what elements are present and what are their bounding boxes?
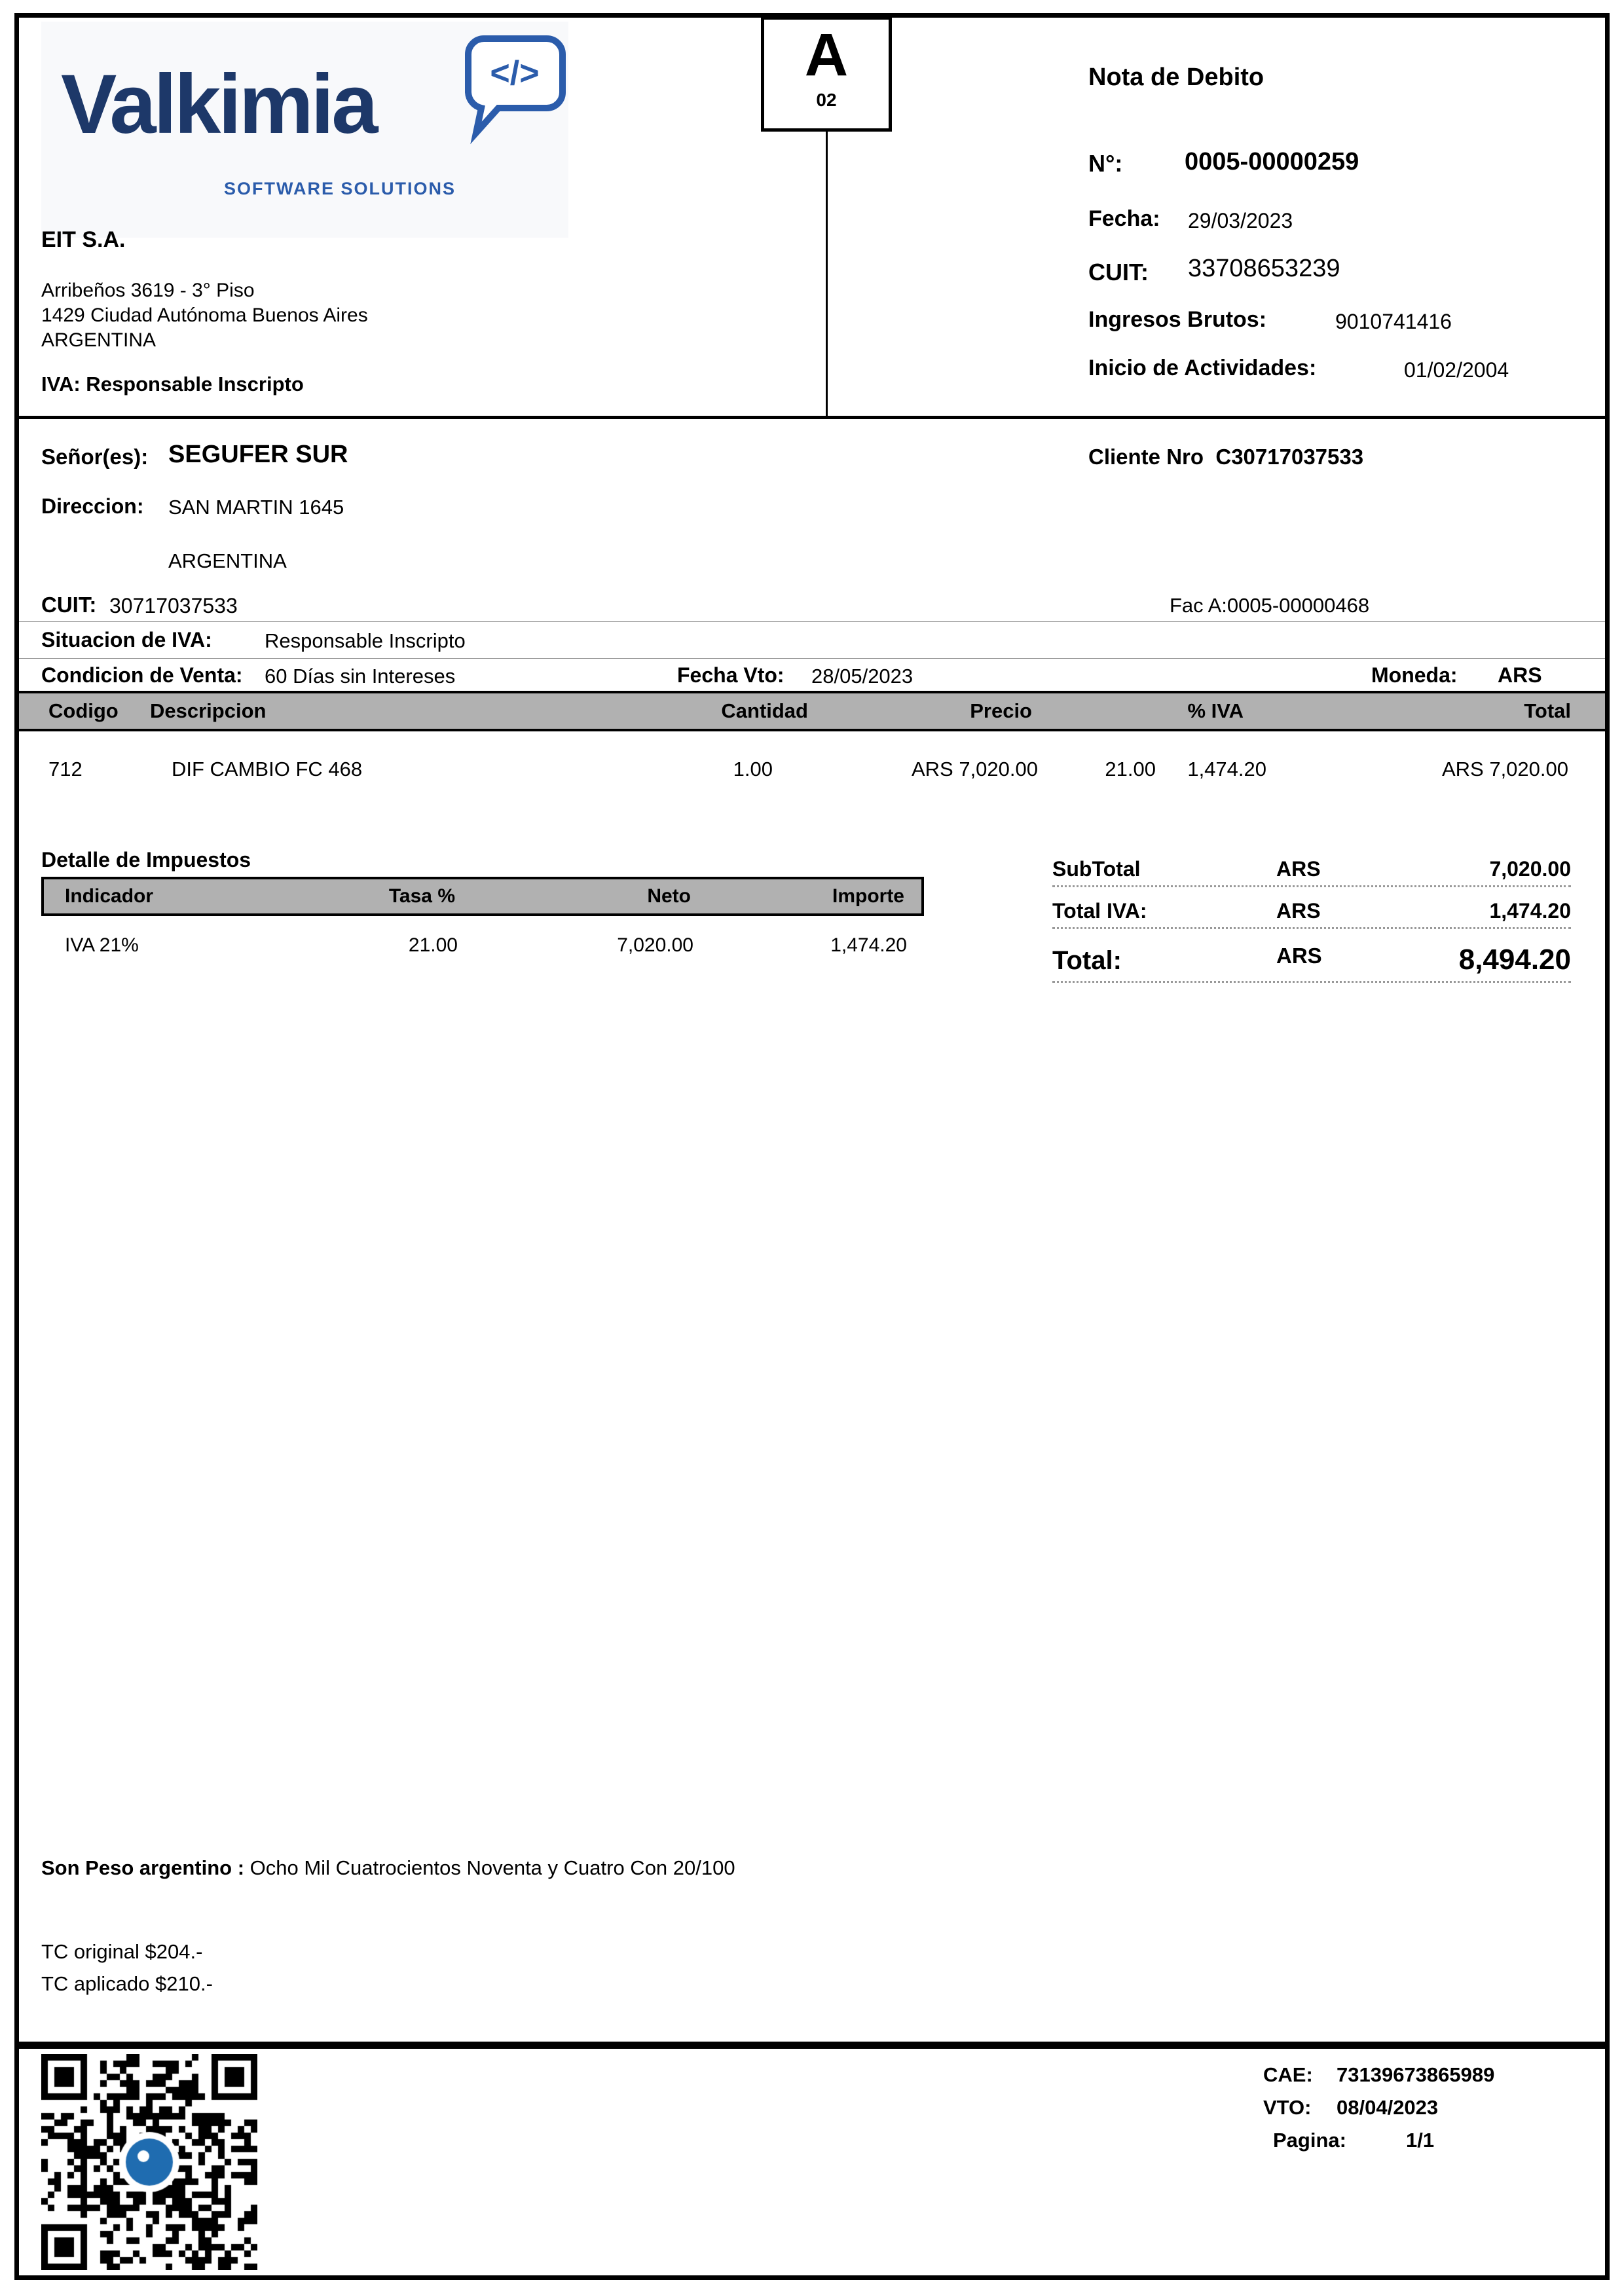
subtotal-row	[1052, 857, 1571, 887]
gross-income-label: Ingresos Brutos:	[1088, 307, 1267, 332]
cae-vto-label: VTO:	[1263, 2096, 1312, 2119]
tax-detail-title: Detalle de Impuestos	[41, 848, 251, 872]
col-total: Total	[1524, 699, 1571, 722]
customer-number-value: C30717037533	[1215, 445, 1364, 469]
customer-divider-2	[19, 658, 1605, 659]
sale-condition-label: Condicion de Venta:	[41, 663, 243, 687]
company-name: EIT S.A.	[41, 227, 126, 252]
company-cuit-value: 33708653239	[1188, 255, 1340, 282]
cae-value: 73139673865989	[1337, 2063, 1495, 2086]
cae-label: CAE:	[1263, 2063, 1313, 2086]
item-descripcion: DIF CAMBIO FC 468	[172, 758, 363, 780]
doc-type-code: 02	[816, 90, 837, 110]
subtotal-label: SubTotal	[1052, 857, 1141, 881]
tc-aplicado: TC aplicado $210.-	[41, 1972, 213, 1995]
tax-tasa: 21.00	[408, 934, 458, 956]
doc-type-box	[761, 16, 892, 132]
col-codigo: Codigo	[48, 699, 119, 722]
doc-number-value: 0005-00000259	[1185, 148, 1359, 175]
qr-code	[41, 2054, 257, 2270]
tax-indicador: IVA 21%	[65, 934, 139, 956]
customer-number-label: Cliente Nro	[1088, 445, 1204, 469]
company-cuit-label: CUIT:	[1088, 259, 1149, 285]
customer-divider-1	[19, 621, 1605, 622]
logo-tagline: SOFTWARE SOLUTIONS	[223, 179, 456, 198]
logo	[41, 22, 568, 238]
tax-col-importe: Importe	[832, 885, 904, 907]
company-address-line1: Arribeños 3619 - 3° Piso	[41, 280, 255, 301]
customer-label: Señor(es):	[41, 445, 149, 469]
subtotal-value: 7,020.00	[1489, 857, 1571, 881]
item-precio: ARS 7,020.00	[911, 758, 1038, 780]
code-glyph: </>	[490, 54, 540, 92]
iva-situation-label: Situacion de IVA:	[41, 628, 212, 652]
doc-number-label: N°:	[1088, 150, 1123, 177]
doc-date-value: 29/03/2023	[1188, 209, 1293, 232]
total-value: 8,494.20	[1458, 944, 1571, 976]
debit-note-page	[14, 13, 1610, 2280]
total-currency: ARS	[1276, 944, 1322, 968]
customer-cuit-label: CUIT:	[41, 593, 97, 617]
doc-type-letter: A	[804, 22, 849, 88]
tax-col-indicador: Indicador	[65, 885, 154, 907]
code-bubble-icon	[451, 31, 572, 157]
tc-original: TC original $204.-	[41, 1940, 203, 1963]
header-separator	[19, 416, 1605, 419]
col-cantidad: Cantidad	[721, 699, 808, 722]
currency-value: ARS	[1498, 663, 1542, 687]
customer-name: SEGUFER SUR	[168, 441, 348, 468]
due-date-value: 28/05/2023	[811, 665, 913, 688]
subtotal-currency: ARS	[1276, 857, 1321, 881]
col-descripcion: Descripcion	[150, 699, 267, 722]
tax-table-header	[41, 877, 924, 916]
logo-wordmark: Valkimia	[61, 58, 376, 151]
col-iva: % IVA	[1187, 699, 1244, 722]
total-iva-currency: ARS	[1276, 899, 1321, 923]
page-number-value: 1/1	[1406, 2129, 1435, 2152]
total-row	[1052, 942, 1571, 983]
total-label: Total:	[1052, 946, 1122, 975]
item-iva-importe: 1,474.20	[1187, 758, 1266, 780]
currency-label: Moneda:	[1371, 663, 1458, 687]
company-address-line2: 1429 Ciudad Autónoma Buenos Aires	[41, 304, 368, 326]
tax-importe: 1,474.20	[830, 934, 907, 956]
customer-number	[1088, 445, 1363, 469]
cae-vto-value: 08/04/2023	[1337, 2096, 1439, 2119]
activity-start-value: 01/02/2004	[1404, 358, 1509, 382]
item-codigo: 712	[48, 758, 83, 780]
tax-col-neto: Neto	[647, 885, 691, 907]
amount-in-words-value: Ocho Mil Cuatrocientos Noventa y Cuatro Con 20/100	[249, 1856, 735, 1879]
gross-income-value: 9010741416	[1335, 310, 1452, 333]
due-date-label: Fecha Vto:	[677, 663, 784, 687]
item-total: ARS 7,020.00	[1441, 758, 1568, 780]
item-iva-pct: 21.00	[1105, 758, 1156, 780]
sale-condition-value: 60 Días sin Intereses	[265, 665, 456, 688]
iva-situation-value: Responsable Inscripto	[265, 629, 466, 652]
activity-start-label: Inicio de Actividades:	[1088, 356, 1317, 380]
customer-address-label: Direccion:	[41, 494, 144, 518]
tax-col-tasa: Tasa %	[388, 885, 455, 907]
customer-country: ARGENTINA	[168, 549, 287, 572]
customer-cuit-value: 30717037533	[109, 594, 238, 617]
amount-in-words-label: Son Peso argentino :	[41, 1856, 245, 1879]
item-cantidad: 1.00	[733, 758, 773, 780]
total-iva-label: Total IVA:	[1052, 899, 1147, 923]
total-iva-value: 1,474.20	[1489, 899, 1571, 923]
related-invoice: Fac A:0005-00000468	[1170, 594, 1370, 617]
items-table-header	[19, 691, 1605, 731]
item-row	[19, 758, 1605, 785]
page-number-label: Pagina:	[1273, 2129, 1346, 2152]
doc-title: Nota de Debito	[1088, 64, 1264, 91]
col-precio: Precio	[970, 699, 1032, 722]
company-address-line3: ARGENTINA	[41, 329, 157, 351]
amount-in-words	[41, 1856, 735, 1880]
tax-neto: 7,020.00	[617, 934, 693, 956]
doc-date-label: Fecha:	[1088, 206, 1160, 231]
total-iva-row	[1052, 899, 1571, 929]
footer-separator	[19, 2042, 1605, 2049]
header-vertical-divider	[826, 132, 828, 416]
customer-address-value: SAN MARTIN 1645	[168, 496, 344, 519]
company-iva-status: IVA: Responsable Inscripto	[41, 373, 304, 395]
